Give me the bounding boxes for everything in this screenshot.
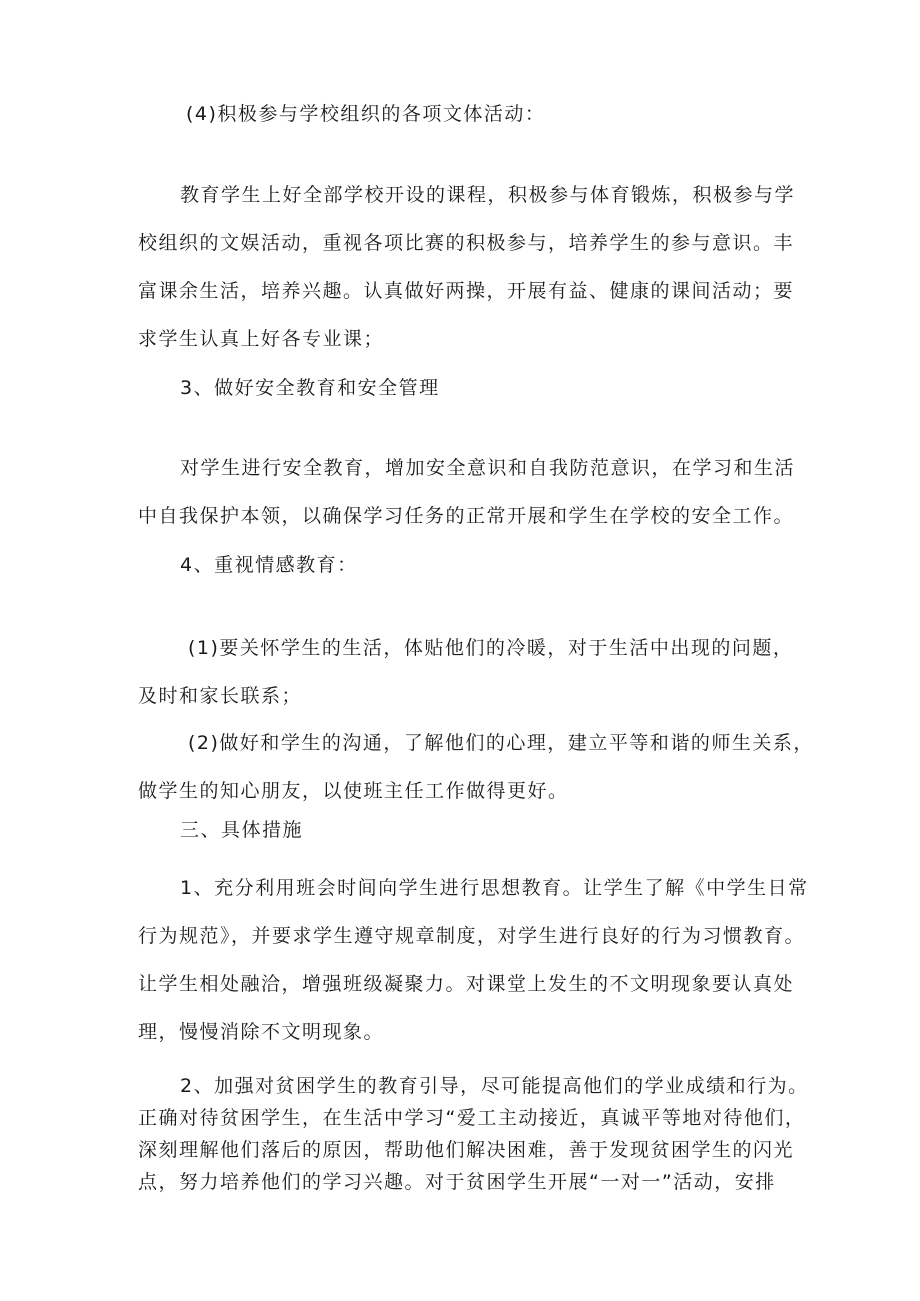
text-line: (2)做好和学生的沟通，了解他们的心理，建立平等和谐的师生关系， xyxy=(188,732,814,754)
text-line: 教育学生上好全部学校开设的课程，积极参与体育锻炼，积极参与学 xyxy=(180,184,796,206)
text-line: 让学生相处融洽，增强班级凝聚力。对课堂上发生的不文明现象要认真处 xyxy=(138,973,795,995)
text-line: 及时和家长联系； xyxy=(138,685,303,707)
paragraph-activities-heading xyxy=(186,100,850,128)
text-line: 做学生的知心朋友，以使班主任工作做得更好。 xyxy=(138,780,569,802)
paragraph-communication xyxy=(138,719,814,815)
text-line: 点，努力培养他们的学习兴趣。对于贫困学生开展“一对一”活动，安排 xyxy=(138,1171,776,1193)
text-line: 4、重视情感教育： xyxy=(180,554,358,576)
text-line: 3、做好安全教育和安全管理 xyxy=(180,377,440,399)
text-line: 对学生进行安全教育，增加安全意识和自我防范意识，在学习和生活 xyxy=(180,457,796,479)
paragraph-course-education xyxy=(138,171,802,363)
heading-safety-education xyxy=(180,374,844,402)
text-line: 中自我保护本领，以确保学习任务的正常开展和学生在学校的安全工作。 xyxy=(138,505,795,527)
text-line: 正确对待贫困学生，在生活中学习“爱工主动接近，真诚平等地对待他们， xyxy=(138,1107,806,1129)
text-line: 富课余生活，培养兴趣。认真做好两操，开展有益、健康的课间活动；要 xyxy=(138,280,795,302)
paragraph-safety xyxy=(138,444,802,540)
heading-specific-measures xyxy=(180,816,844,844)
text-line: 三、具体措施 xyxy=(180,819,304,841)
text-line: 2、加强对贫困学生的教育引导，尽可能提高他们的学业成绩和行为。 xyxy=(180,1075,809,1097)
text-line: 校组织的文娱活动，重视各项比赛的积极参与，培养学生的参与意识。丰 xyxy=(138,232,795,254)
text-line: (1)要关怀学生的生活，体贴他们的冷暖，对于生活中出现的问题， xyxy=(188,637,794,659)
text-line: (4)积极参与学校组织的各项文体活动： xyxy=(186,103,546,125)
text-line: 求学生认真上好各专业课； xyxy=(138,328,385,350)
paragraph-poor-students xyxy=(138,1070,809,1198)
text-line: 1、充分利用班会时间向学生进行思想教育。让学生了解《中学生日常 xyxy=(180,877,809,899)
text-line: 行为规范》，并要求学生遵守规章制度，对学生进行良好的行为习惯教育。 xyxy=(138,925,806,947)
paragraph-class-meeting xyxy=(138,864,809,1056)
paragraph-care-students xyxy=(138,624,802,720)
heading-emotional-education xyxy=(180,551,844,579)
text-line: 深刻理解他们落后的原因，帮助他们解决困难，善于发现贫困学生的闪光 xyxy=(138,1139,795,1161)
text-line: 理，慢慢消除不文明现象。 xyxy=(138,1021,385,1043)
